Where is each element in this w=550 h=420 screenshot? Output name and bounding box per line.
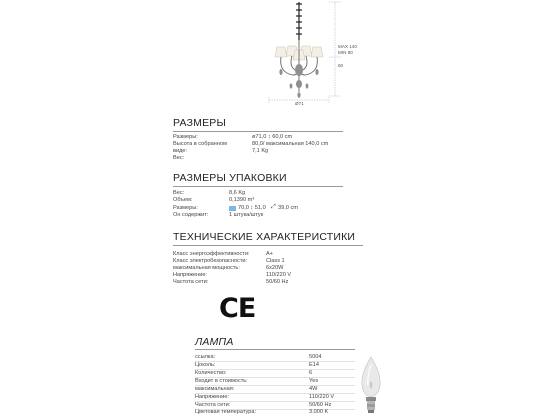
candle-bulb-icon <box>357 355 385 415</box>
technical-row-value: 50/60 Hz <box>266 279 289 285</box>
packaging-weight-label: Вес: <box>173 190 185 196</box>
lamp-row-value: 6 <box>309 370 313 376</box>
technical-row-label: Частота сети: <box>173 279 209 285</box>
lamp-row-label: Входит в стоимость: <box>195 378 248 384</box>
technical-row-label: Класс электробезопасности: <box>173 258 248 264</box>
max-height-label: MAX 140 <box>338 44 357 49</box>
lamp-row-label: Напряжение: <box>195 394 229 400</box>
lamp-row-value: 110/220 V <box>309 394 335 400</box>
lamp-row-value: 5004 <box>309 354 322 360</box>
packaging-contains-label: Он содержит: <box>173 212 209 218</box>
packaging-contains-value: 1 штука/штук <box>229 212 264 218</box>
lamp-row-label: Цоколь: <box>195 362 216 368</box>
lamp-title: ЛАМПА <box>195 336 234 348</box>
technical-row-value: 6x20W <box>266 265 284 271</box>
sizes-row-value: 80,0/ максимальная 140,0 cm <box>252 141 329 147</box>
lamp-row-label: ссылка: <box>195 354 216 360</box>
chandelier-illustration <box>255 0 365 110</box>
lamp-row-divider <box>195 361 355 362</box>
packaging-volume-value: 0,1390 m³ <box>229 197 255 203</box>
sizes-divider <box>173 131 343 132</box>
sizes-row-value: ø71,0 ↕ 60,0 cm <box>252 134 293 140</box>
lamp-row-value: 3.000 K <box>309 409 329 415</box>
packaging-size-depth: 39,0 cm <box>278 205 298 211</box>
packaging-title: РАЗМЕРЫ УПАКОВКИ <box>173 172 287 184</box>
box-icon <box>229 206 236 211</box>
sizes-row-label: Высота в собранном <box>173 141 227 147</box>
lamp-row-label: Цветовая температура: <box>195 409 257 415</box>
lamp-row-label: максимальная: <box>195 386 235 392</box>
sizes-row-label: Вес: <box>173 155 185 161</box>
technical-row-value: 110/220 V <box>266 272 292 278</box>
ce-mark-icon: CE <box>219 293 256 324</box>
packaging-divider <box>173 186 343 187</box>
min-height-label: MIN 80 <box>338 50 353 55</box>
packaging-size-label: Размеры: <box>173 205 198 211</box>
sizes-row-label: виде: <box>173 148 188 154</box>
body-height-label: 60 <box>338 63 344 68</box>
lamp-row-value: Yes <box>309 378 319 384</box>
lamp-row-label: Частота сети: <box>195 402 231 408</box>
packaging-volume-label: Объем: <box>173 197 193 203</box>
sizes-row-label: Размеры: <box>173 134 198 140</box>
lamp-row-label: Количество: <box>195 370 227 376</box>
sizes-title: РАЗМЕРЫ <box>173 117 226 129</box>
technical-row-label: Класс энергоэффективности: <box>173 251 250 257</box>
technical-row-value: A+ <box>266 251 273 257</box>
packaging-weight-value: 8,6 Kg <box>229 190 246 196</box>
sizes-row-value: 7,1 Kg <box>252 148 269 154</box>
lamp-row-value: E14 <box>309 362 319 368</box>
technical-row-value: Class 1 <box>266 258 285 264</box>
technical-divider <box>173 245 363 246</box>
packaging-size-value: 70,0 ↕ 51,0 <box>238 205 266 211</box>
technical-title: ТЕХНИЧЕСКИЕ ХАРАКТЕРИСТИКИ <box>173 231 356 243</box>
diagonal-arrow-icon: ⤢ <box>271 204 276 210</box>
lamp-row-value: 50/60 Hz <box>309 402 332 408</box>
lamp-divider <box>195 349 355 350</box>
technical-row-label: Напряжение: <box>173 272 207 278</box>
diameter-label: Ø71 <box>295 101 304 106</box>
technical-row-label: максимальная мощность: <box>173 265 240 271</box>
lamp-row-value: 4W <box>309 386 318 392</box>
product-diagram <box>255 0 365 110</box>
